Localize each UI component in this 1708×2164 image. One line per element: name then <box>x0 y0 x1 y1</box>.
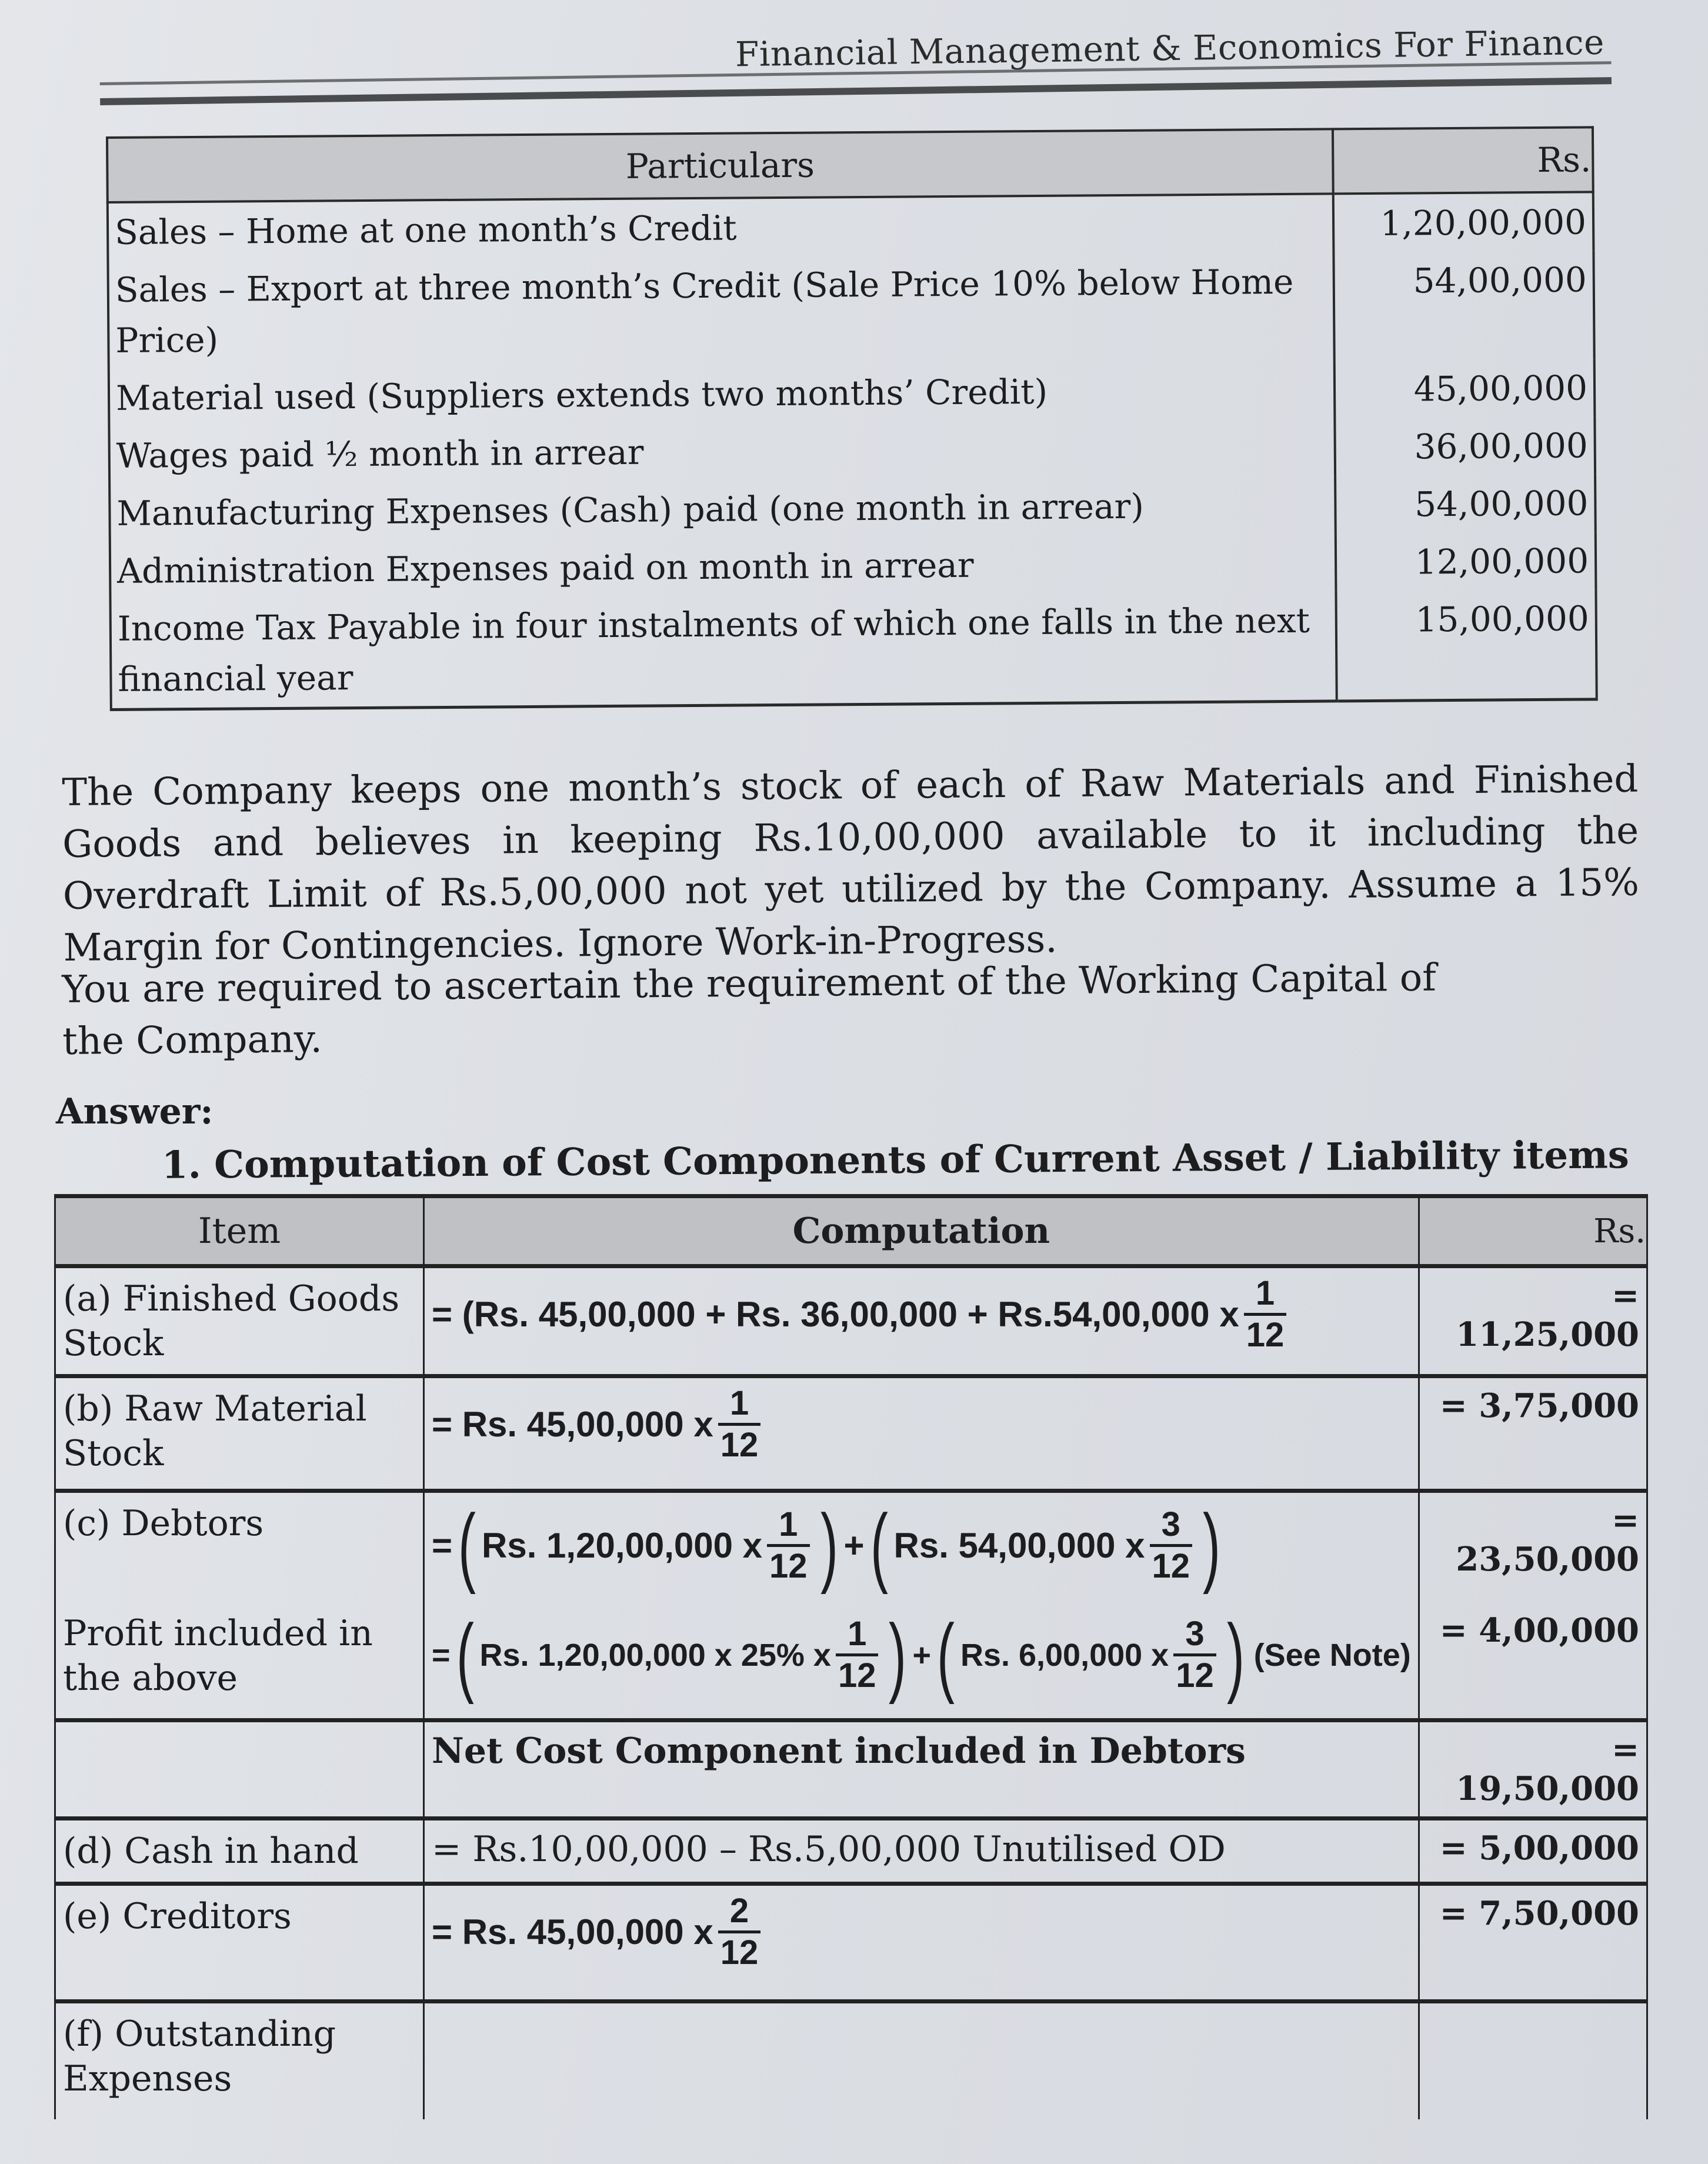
answer-label: Answer: <box>56 1091 214 1132</box>
computation-cell: = Rs.10,00,000 – Rs.5,00,000 Unutilised OD <box>424 1819 1419 1884</box>
formula <box>432 1894 1411 1970</box>
empty-cell <box>55 1720 424 1819</box>
item-label: Profit included in the above <box>55 1603 424 1720</box>
item-label: (f) Outstanding Expenses <box>55 2002 424 2119</box>
row-amount: 15,00,000 <box>1336 589 1596 701</box>
row-amount: 36,00,000 <box>1335 416 1595 476</box>
fraction <box>1244 1276 1287 1352</box>
fraction-numerator: 3 <box>1161 1505 1180 1543</box>
close-paren: ) <box>889 1605 907 1705</box>
row-debtors <box>55 1491 1647 1603</box>
row-outstanding-expenses <box>55 2002 1647 2119</box>
fraction-numerator: 1 <box>848 1615 867 1653</box>
row-particulars: Material used (Suppliers extends two months’ Credit) <box>109 361 1335 427</box>
amount-cell: = 3,75,000 <box>1419 1376 1647 1491</box>
fraction-denominator: 12 <box>1173 1653 1216 1693</box>
computation-cell <box>424 1603 1419 1720</box>
amount-cell: = 11,25,000 <box>1419 1266 1647 1376</box>
row-particulars: Income Tax Payable in four instalments of which one falls in the next financial year <box>111 591 1337 709</box>
row-amount: 12,00,000 <box>1336 532 1596 591</box>
fraction <box>836 1617 879 1693</box>
see-note-reference: (See Note) <box>1253 1637 1411 1673</box>
table-row <box>108 192 1594 261</box>
fraction-denominator: 12 <box>718 1930 761 1970</box>
open-paren: ( <box>870 1496 888 1595</box>
row-amount: 54,00,000 <box>1335 474 1596 534</box>
question-paragraph-assumptions: The Company keeps one month’s stock of each of Raw Materials and Finished Goods and believes in keeping Rs.10,00,000 available to it including the Overdraft Limit of Rs.5,00,000 not yet utilized by the Company. Assume a 15% Margin for Contingencies. Ignore Work-in-Progress. <box>62 757 1640 970</box>
amount-cell: = 19,50,000 <box>1419 1720 1647 1819</box>
row-profit-included <box>55 1603 1647 1720</box>
item-label: (b) Raw Material Stock <box>55 1376 424 1491</box>
fraction <box>767 1505 810 1585</box>
fraction <box>1150 1505 1193 1585</box>
computation-cell <box>424 2002 1419 2119</box>
row-net-cost-debtors <box>55 1720 1647 1819</box>
open-paren: ( <box>458 1496 476 1595</box>
formula-text: = Rs. 45,00,000 x <box>432 1912 713 1952</box>
plus-sign: + <box>912 1637 931 1673</box>
header-computation: Computation <box>424 1196 1419 1266</box>
row-amount: 45,00,000 <box>1335 359 1595 418</box>
equals-sign: = <box>432 1637 451 1673</box>
net-cost-label: Net Cost Component included in Debtors <box>424 1720 1419 1819</box>
amount-cell: = 23,50,000 <box>1419 1491 1647 1603</box>
formula <box>432 1605 1411 1705</box>
question-data-table <box>106 126 1598 711</box>
close-paren: ) <box>1226 1605 1245 1705</box>
table-row <box>111 589 1597 709</box>
fraction-denominator: 12 <box>767 1544 810 1583</box>
item-label: (a) Finished Goods Stock <box>55 1266 424 1376</box>
header-amount: Rs. <box>1419 1196 1647 1266</box>
running-header: Financial Management & Economics For Finance <box>735 22 1605 75</box>
fraction-numerator: 3 <box>1185 1615 1205 1653</box>
row-particulars: Wages paid ½ month in arrear <box>109 418 1335 485</box>
table-header-row <box>107 127 1593 202</box>
row-particulars: Manufacturing Expenses (Cash) paid (one month in arrear) <box>109 476 1336 542</box>
computation-cell <box>424 1491 1419 1603</box>
header-item: Item <box>55 1196 424 1266</box>
fraction <box>718 1894 761 1970</box>
formula-term: Rs. 1,20,00,000 x 25% x <box>479 1637 831 1673</box>
computation-cell <box>424 1884 1419 2002</box>
row-amount: 1,20,00,000 <box>1333 192 1594 252</box>
fraction-denominator: 12 <box>718 1423 761 1462</box>
computation-cell <box>424 1376 1419 1491</box>
plus-sign: + <box>843 1525 865 1565</box>
table-row <box>109 359 1595 427</box>
open-paren: ( <box>456 1605 474 1705</box>
fraction-numerator: 2 <box>729 1892 749 1930</box>
row-cash-in-hand <box>55 1819 1647 1884</box>
computation-cell <box>424 1266 1419 1376</box>
fraction-numerator: 1 <box>1255 1274 1275 1312</box>
amount-cell <box>1419 2002 1647 2119</box>
amount-cell: = 5,00,000 <box>1419 1819 1647 1884</box>
fraction-denominator: 12 <box>1244 1313 1287 1352</box>
row-particulars: Sales – Export at three month’s Credit (Sale Price 10% below Home Price) <box>108 252 1334 369</box>
header-amount: Rs. <box>1333 127 1593 194</box>
row-raw-material <box>55 1376 1647 1491</box>
close-paren: ) <box>1203 1496 1221 1595</box>
table-row <box>110 532 1596 600</box>
fraction-denominator: 12 <box>1150 1544 1193 1583</box>
section-title: 1. Computation of Cost Components of Current Asset / Liability items <box>161 1133 1630 1188</box>
row-creditors <box>55 1884 1647 2002</box>
open-paren: ( <box>936 1605 955 1705</box>
amount-cell: = 4,00,000 <box>1419 1603 1647 1720</box>
row-finished-goods <box>55 1266 1647 1376</box>
row-particulars: Sales – Home at one month’s Credit <box>108 194 1334 261</box>
formula <box>432 1276 1411 1352</box>
formula-text: = Rs. 45,00,000 x <box>432 1405 713 1444</box>
table-row <box>108 251 1594 369</box>
table-header-row <box>55 1196 1647 1266</box>
question-paragraph-requirement: You are required to ascertain the requirement of the Working Capital of the Company. <box>62 956 1437 1063</box>
fraction-numerator: 1 <box>779 1505 798 1543</box>
formula-term: Rs. 54,00,000 x <box>893 1525 1145 1565</box>
item-label: (c) Debtors <box>55 1491 424 1603</box>
header-particulars: Particulars <box>107 129 1333 202</box>
formula <box>432 1496 1411 1595</box>
fraction-numerator: 1 <box>729 1384 749 1422</box>
fraction <box>718 1386 761 1462</box>
item-label: (d) Cash in hand <box>55 1819 424 1884</box>
amount-cell: = 7,50,000 <box>1419 1884 1647 2002</box>
table-row <box>109 416 1595 485</box>
table-row <box>109 474 1596 542</box>
formula-text: = (Rs. 45,00,000 + Rs. 36,00,000 + Rs.54,00,000 x <box>432 1295 1239 1334</box>
formula <box>432 1386 1411 1462</box>
fraction-denominator: 12 <box>836 1653 879 1693</box>
equals-sign: = <box>432 1525 453 1565</box>
formula-term: Rs. 1,20,00,000 x <box>482 1525 763 1565</box>
row-amount: 54,00,000 <box>1333 251 1594 361</box>
close-paren: ) <box>820 1496 838 1595</box>
formula-term: Rs. 6,00,000 x <box>960 1637 1169 1673</box>
item-label: (e) Creditors <box>55 1884 424 2002</box>
row-particulars: Administration Expenses paid on month in arrear <box>110 534 1336 600</box>
fraction <box>1173 1617 1216 1693</box>
computation-table <box>54 1194 1648 2119</box>
